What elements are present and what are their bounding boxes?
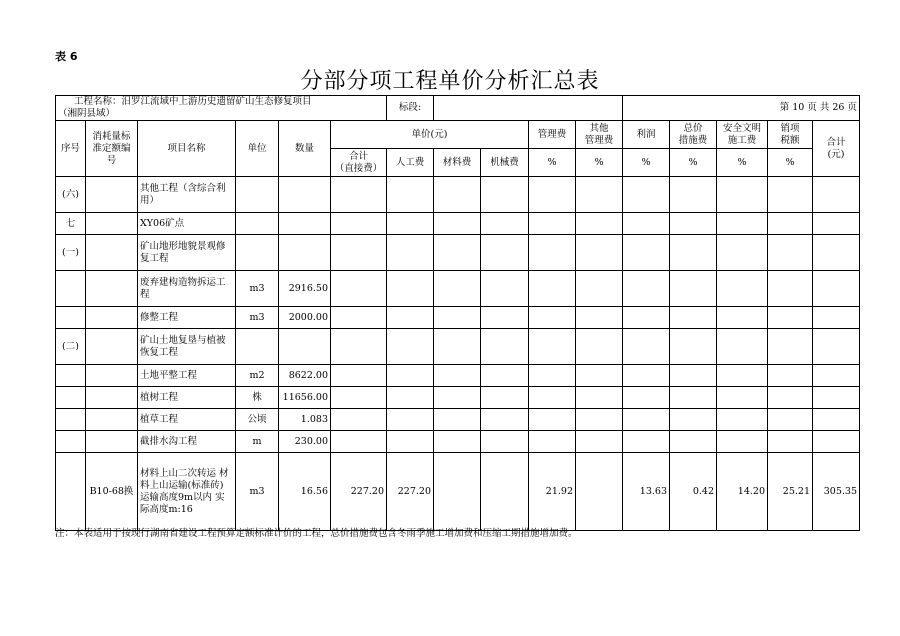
cell-seq: (二) — [56, 329, 86, 365]
cell-unit: 株 — [236, 387, 279, 409]
header-qty: 数量 — [279, 121, 331, 177]
header-unit-price: 单价(元) — [331, 121, 529, 149]
cell-tax — [768, 235, 813, 271]
unit-price-analysis-table — [55, 95, 860, 531]
cell-machine — [481, 409, 529, 431]
cell-total — [813, 213, 860, 235]
cell-total-measure — [670, 271, 717, 307]
header-labor: 人工费 — [387, 149, 434, 177]
cell-other-mgmt — [576, 271, 623, 307]
cell-seq — [56, 431, 86, 453]
cell-tax — [768, 431, 813, 453]
cell-mgmt — [529, 409, 576, 431]
table-row — [56, 235, 860, 271]
cell-subtotal — [331, 365, 387, 387]
cell-machine — [481, 431, 529, 453]
cell-qty: 8622.00 — [279, 365, 331, 387]
project-label: 工程名称： — [74, 96, 122, 107]
document-title: 分部分项工程单价分析汇总表 — [300, 69, 600, 94]
cell-qty — [279, 329, 331, 365]
cell-labor — [387, 271, 434, 307]
cell-other-mgmt — [576, 213, 623, 235]
cell-total — [813, 307, 860, 329]
cell-quota — [86, 365, 138, 387]
cell-other-mgmt — [576, 365, 623, 387]
table-row — [56, 409, 860, 431]
cell-quota — [86, 213, 138, 235]
cell-unit — [236, 213, 279, 235]
cell-total — [813, 409, 860, 431]
cell-profit — [623, 307, 670, 329]
table-number: 表 6 — [55, 50, 78, 63]
cell-total-measure — [670, 387, 717, 409]
cell-quota — [86, 329, 138, 365]
cell-profit — [623, 329, 670, 365]
cell-quota: B10-68换 — [86, 453, 138, 531]
cell-labor — [387, 365, 434, 387]
cell-other-mgmt — [576, 235, 623, 271]
cell-subtotal — [331, 387, 387, 409]
table-row — [56, 365, 860, 387]
cell-seq: 七 — [56, 213, 86, 235]
cell-total — [813, 365, 860, 387]
cell-qty — [279, 213, 331, 235]
cell-total — [813, 177, 860, 213]
cell-subtotal — [331, 307, 387, 329]
cell-profit — [623, 177, 670, 213]
cell-labor — [387, 235, 434, 271]
cell-labor — [387, 431, 434, 453]
cell-mgmt — [529, 307, 576, 329]
cell-material — [434, 307, 481, 329]
cell-mgmt — [529, 365, 576, 387]
cell-safety — [717, 271, 768, 307]
cell-name: 修整工程 — [138, 307, 236, 329]
cell-total — [813, 235, 860, 271]
cell-profit — [623, 271, 670, 307]
cell-name: 植草工程 — [138, 409, 236, 431]
cell-material — [434, 365, 481, 387]
cell-total-measure — [670, 307, 717, 329]
cell-name: XY06矿点 — [138, 213, 236, 235]
cell-mgmt: 21.92 — [529, 453, 576, 531]
cell-material — [434, 431, 481, 453]
cell-machine — [481, 213, 529, 235]
cell-total-measure — [670, 177, 717, 213]
cell-total-measure — [670, 409, 717, 431]
cell-seq: (一) — [56, 235, 86, 271]
cell-qty: 1.083 — [279, 409, 331, 431]
cell-quota — [86, 307, 138, 329]
header-name: 项目名称 — [138, 121, 236, 177]
cell-quota — [86, 177, 138, 213]
cell-machine — [481, 177, 529, 213]
cell-total-measure — [670, 213, 717, 235]
cell-total-measure — [670, 329, 717, 365]
section-label: 标段: — [387, 96, 434, 121]
cell-tax — [768, 329, 813, 365]
cell-quota — [86, 235, 138, 271]
cell-subtotal — [331, 213, 387, 235]
cell-total — [813, 271, 860, 307]
cell-seq — [56, 307, 86, 329]
cell-name: 废弃建构造物拆运工程 — [138, 271, 236, 307]
cell-subtotal — [331, 329, 387, 365]
cell-unit: 公顷 — [236, 409, 279, 431]
cell-unit: m2 — [236, 365, 279, 387]
cell-quota — [86, 271, 138, 307]
cell-unit — [236, 177, 279, 213]
cell-material — [434, 213, 481, 235]
cell-safety — [717, 177, 768, 213]
cell-qty — [279, 177, 331, 213]
section-value — [434, 96, 623, 121]
cell-total-measure — [670, 235, 717, 271]
header-material: 材料费 — [434, 149, 481, 177]
cell-safety — [717, 329, 768, 365]
project-name-cell — [56, 96, 331, 121]
header-unit: 单位 — [236, 121, 279, 177]
cell-machine — [481, 235, 529, 271]
cell-subtotal — [331, 177, 387, 213]
cell-name: 矿山地形地貌景观修复工程 — [138, 235, 236, 271]
cell-other-mgmt — [576, 329, 623, 365]
cell-labor — [387, 409, 434, 431]
cell-machine — [481, 307, 529, 329]
cell-qty: 2916.50 — [279, 271, 331, 307]
cell-profit — [623, 235, 670, 271]
cell-unit: m3 — [236, 453, 279, 531]
cell-material — [434, 387, 481, 409]
cell-total-measure: 0.42 — [670, 453, 717, 531]
cell-seq — [56, 387, 86, 409]
cell-tax — [768, 213, 813, 235]
cell-name: 土地平整工程 — [138, 365, 236, 387]
cell-total-measure — [670, 365, 717, 387]
cell-unit: m3 — [236, 307, 279, 329]
cell-labor — [387, 177, 434, 213]
header-tax: 销项 税额 — [768, 121, 813, 149]
cell-mgmt — [529, 387, 576, 409]
cell-total: 305.35 — [813, 453, 860, 531]
table-row — [56, 307, 860, 329]
project-name-tail — [331, 96, 387, 121]
cell-qty: 2000.00 — [279, 307, 331, 329]
header-seq: 序号 — [56, 121, 86, 177]
cell-safety — [717, 235, 768, 271]
cell-safety — [717, 365, 768, 387]
cell-material — [434, 453, 481, 531]
cell-safety — [717, 387, 768, 409]
cell-unit — [236, 235, 279, 271]
footnote: 注：本表适用于按现行湖南省建设工程预算定额标准计价的工程，总价措施费包含冬雨季施工增加费和压缩工期措施增加费。 — [55, 528, 578, 539]
cell-material — [434, 235, 481, 271]
cell-subtotal — [331, 409, 387, 431]
pct-safety: % — [717, 149, 768, 177]
header-total: 合计 (元) — [813, 121, 860, 177]
cell-tax — [768, 365, 813, 387]
cell-machine — [481, 387, 529, 409]
cell-qty — [279, 235, 331, 271]
cell-qty: 230.00 — [279, 431, 331, 453]
table-row — [56, 329, 860, 365]
cell-name: 截排水沟工程 — [138, 431, 236, 453]
cell-tax — [768, 409, 813, 431]
page-info: 第 10 页 共 26 页 — [623, 96, 860, 121]
header-total-measure: 总价 措施费 — [670, 121, 717, 149]
cell-total-measure — [670, 431, 717, 453]
cell-mgmt — [529, 235, 576, 271]
header-subtotal: 合计 （直接费） — [331, 149, 387, 177]
table-row — [56, 431, 860, 453]
cell-safety — [717, 409, 768, 431]
pct-tax: % — [768, 149, 813, 177]
cell-seq — [56, 409, 86, 431]
cell-name: 其他工程（含综合利用） — [138, 177, 236, 213]
table-row — [56, 213, 860, 235]
cell-safety: 14.20 — [717, 453, 768, 531]
cell-mgmt — [529, 271, 576, 307]
cell-safety — [717, 431, 768, 453]
pct-other-mgmt: % — [576, 149, 623, 177]
cell-qty: 16.56 — [279, 453, 331, 531]
cell-seq — [56, 453, 86, 531]
cell-unit — [236, 329, 279, 365]
cell-mgmt — [529, 329, 576, 365]
header-mgmt: 管理费 — [529, 121, 576, 149]
cell-other-mgmt — [576, 387, 623, 409]
cell-other-mgmt — [576, 177, 623, 213]
table-row — [56, 177, 860, 213]
header-row-1 — [56, 121, 860, 149]
cell-machine — [481, 453, 529, 531]
cell-subtotal: 227.20 — [331, 453, 387, 531]
header-machine: 机械费 — [481, 149, 529, 177]
cell-material — [434, 177, 481, 213]
cell-tax — [768, 177, 813, 213]
cell-profit — [623, 213, 670, 235]
cell-profit — [623, 431, 670, 453]
info-row — [56, 96, 860, 121]
pct-mgmt: % — [529, 149, 576, 177]
pct-profit: % — [623, 149, 670, 177]
cell-total — [813, 387, 860, 409]
cell-labor — [387, 329, 434, 365]
header-safety: 安全文明 施工费 — [717, 121, 768, 149]
table-row — [56, 271, 860, 307]
cell-labor — [387, 307, 434, 329]
cell-mgmt — [529, 213, 576, 235]
cell-subtotal — [331, 271, 387, 307]
cell-unit: m — [236, 431, 279, 453]
cell-qty: 11656.00 — [279, 387, 331, 409]
cell-subtotal — [331, 235, 387, 271]
cell-machine — [481, 329, 529, 365]
cell-seq — [56, 271, 86, 307]
header-other-mgmt: 其他 管理费 — [576, 121, 623, 149]
table-row — [56, 453, 860, 531]
cell-profit — [623, 409, 670, 431]
cell-seq — [56, 365, 86, 387]
cell-other-mgmt — [576, 307, 623, 329]
cell-safety — [717, 307, 768, 329]
cell-safety — [717, 213, 768, 235]
cell-unit: m3 — [236, 271, 279, 307]
pct-total-measure: % — [670, 149, 717, 177]
cell-profit: 13.63 — [623, 453, 670, 531]
cell-material — [434, 409, 481, 431]
cell-seq: (六) — [56, 177, 86, 213]
cell-name: 材料上山二次转运 材料上山运输(标准砖) 运输高度9m以内 实际高度m:16 — [138, 453, 236, 531]
cell-name: 植树工程 — [138, 387, 236, 409]
cell-machine — [481, 365, 529, 387]
cell-profit — [623, 387, 670, 409]
cell-other-mgmt — [576, 409, 623, 431]
cell-material — [434, 329, 481, 365]
cell-tax — [768, 271, 813, 307]
cell-tax — [768, 387, 813, 409]
cell-tax — [768, 307, 813, 329]
cell-quota — [86, 431, 138, 453]
header-quota: 消耗量标准定额编号 — [86, 121, 138, 177]
cell-labor — [387, 213, 434, 235]
cell-quota — [86, 387, 138, 409]
cell-profit — [623, 365, 670, 387]
cell-machine — [481, 271, 529, 307]
cell-quota — [86, 409, 138, 431]
cell-name: 矿山土地复垦与植被恢复工程 — [138, 329, 236, 365]
cell-total — [813, 431, 860, 453]
cell-other-mgmt — [576, 453, 623, 531]
cell-material — [434, 271, 481, 307]
cell-labor: 227.20 — [387, 453, 434, 531]
cell-labor — [387, 387, 434, 409]
table-row — [56, 387, 860, 409]
project-name: 汨罗江流域中上游历史遗留矿山生态修复项目（湘阴县域） — [58, 96, 312, 119]
cell-subtotal — [331, 431, 387, 453]
cell-total — [813, 329, 860, 365]
cell-mgmt — [529, 431, 576, 453]
header-profit: 利润 — [623, 121, 670, 149]
cell-mgmt — [529, 177, 576, 213]
cell-tax: 25.21 — [768, 453, 813, 531]
cell-other-mgmt — [576, 431, 623, 453]
